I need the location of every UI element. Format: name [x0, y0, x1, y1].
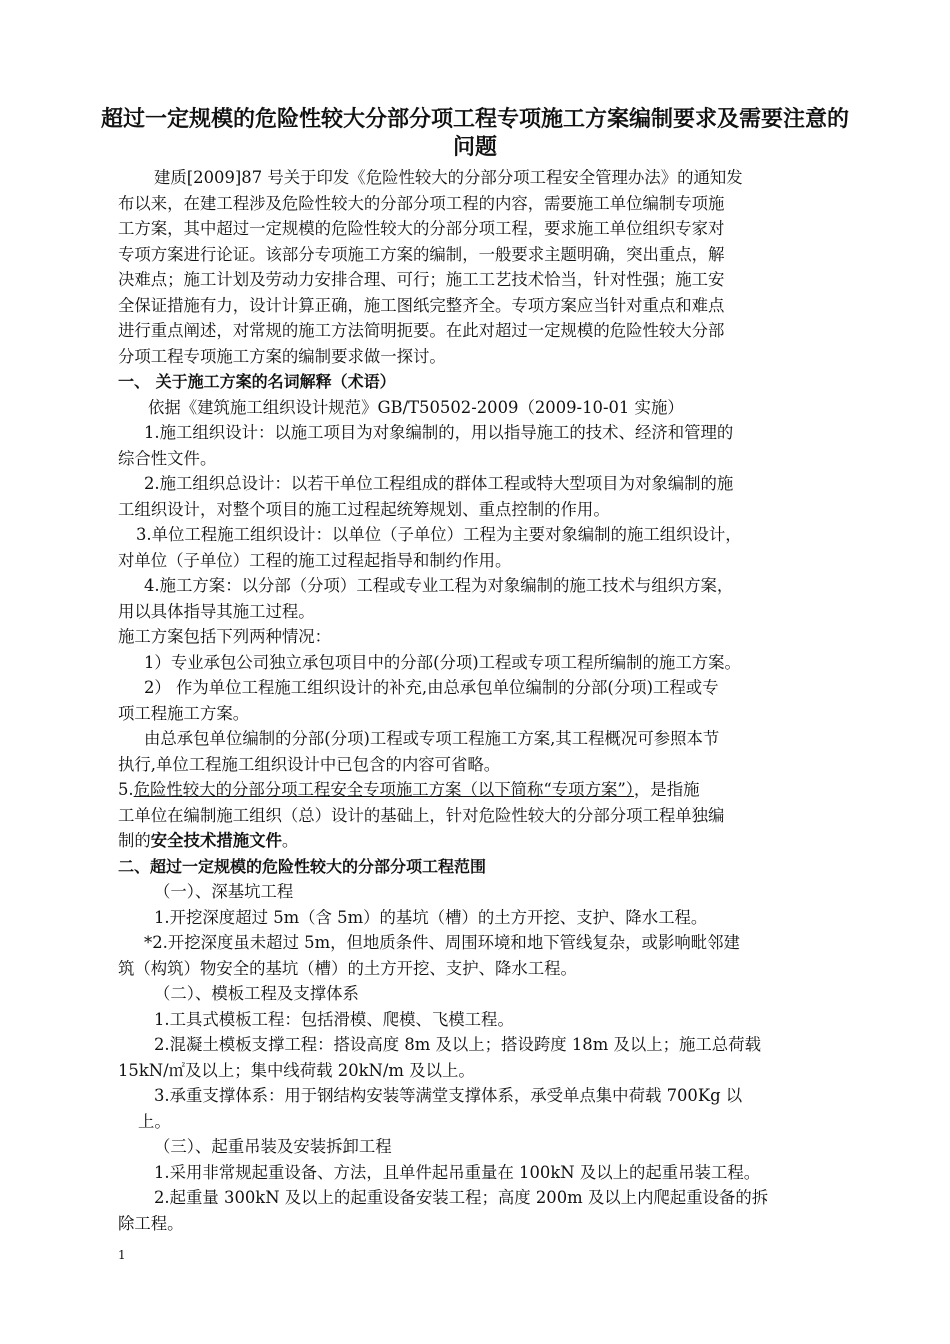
term-item-cont: 工组织设计，对整个项目的施工过程起统筹规划、重点控制的作用。 [118, 499, 610, 519]
scope-item-cont: 除工程。 [118, 1213, 184, 1233]
page-number: 1 [118, 1248, 126, 1262]
document-title: 超过一定规模的危险性较大分部分项工程专项施工方案编制要求及需要注意的问题 [100, 107, 849, 160]
item5-line3-pre: 制的 [118, 831, 151, 850]
scope-item: 1.采用非常规起重设备、方法，且单件起吊重量在 100kN 及以上的起重吊装工程。 [154, 1162, 761, 1182]
scope-item: 1.开挖深度超过 5m（含 5m）的基坑（槽）的土方开挖、支护、降水工程。 [154, 907, 708, 927]
cases-intro: 施工方案包括下列两种情况： [118, 627, 332, 646]
item5-bold-term: 安全技术措施文件 [150, 831, 282, 850]
term-item: 4.施工方案：以分部（分项）工程或专业工程为对象编制的施工技术与组织方案， [144, 576, 734, 595]
item5-number: 5. [118, 780, 134, 799]
term-item-5 [118, 777, 838, 803]
intro-line: 建质[2009]87 号关于印发《危险性较大的分部分项工程安全管理办法》的通知发 [154, 168, 743, 187]
intro-line: 工方案，其中超过一定规模的危险性较大的分部分项工程，要求施工单位组织专家对 [118, 219, 725, 238]
term-item: 3.单位工程施工组织设计：以单位（子单位）工程为主要对象编制的施工组织设计， [136, 525, 742, 544]
item5-rest: ，是指施 [633, 780, 700, 799]
note-line: 执行,单位工程施工组织设计中已包含的内容可省略。 [118, 754, 501, 774]
term-item: 2.施工组织总设计：以若干单位工程组成的群体工程或特大型项目为对象编制的施 [144, 474, 734, 493]
item5-underlined-term: 危险性较大的分部分项工程安全专项施工方案（以下简称“专项方案”） [133, 780, 634, 799]
scope-item-cont: 上。 [138, 1111, 171, 1131]
scope-item: *2.开挖深度虽未超过 5m，但地质条件、周围环境和地下管线复杂，或影响毗邻建 [144, 933, 740, 952]
scope-item-cont: 筑（构筑）物安全的基坑（槽）的土方开挖、支护、降水工程。 [118, 958, 577, 978]
case-item: 2） 作为单位工程施工组织设计的补充,由总承包单位编制的分部(分项)工程或专 [144, 678, 719, 697]
intro-line: 专项方案进行论证。该部分专项施工方案的编制，一般要求主题明确，突出重点，解 [118, 244, 725, 264]
term-item-cont: 工单位在编制施工组织（总）设计的基础上，针对危险性较大的分部分项工程单独编 [118, 805, 725, 825]
term-item-cont: 用以具体指导其施工过程。 [118, 601, 315, 621]
term-item: 1.施工组织设计：以施工项目为对象编制的，用以指导施工的技术、经济和管理的 [144, 423, 734, 442]
intro-line: 布以来，在建工程涉及危险性较大的分部分项工程的内容，需要施工单位编制专项施 [118, 193, 725, 213]
case-item-cont: 项工程施工方案。 [118, 703, 250, 723]
scope-item-cont: 15kN/㎡及以上；集中线荷载 20kN/m 及以上。 [118, 1060, 475, 1080]
document-body [118, 165, 838, 1236]
scope-item: 1.工具式模板工程：包括滑模、爬模、飞模工程。 [154, 1009, 514, 1029]
case-item: 1）专业承包公司独立承包项目中的分部(分项)工程或专项工程所编制的施工方案。 [144, 652, 741, 672]
section-heading: 二、超过一定规模的危险性较大的分部分项工程范围 [118, 856, 487, 876]
scope-item: 2.起重量 300kN 及以上的起重设备安装工程；高度 200m 及以上内爬起重设备的拆 [154, 1188, 769, 1207]
intro-line: 进行重点阐述，对常规的施工方法简明扼要。在此对超过一定规模的危险性较大分部 [118, 321, 725, 340]
item5-line3-post: 。 [281, 831, 299, 850]
scope-item: 3.承重支撑体系：用于钢结构安装等满堂支撑体系，承受单点集中荷载 700Kg 以 [154, 1086, 743, 1105]
intro-line: 全保证措施有力，设计计算正确，施工图纸完整齐全。专项方案应当针对重点和难点 [118, 295, 725, 315]
intro-line: 分项工程专项施工方案的编制要求做一探讨。 [118, 346, 446, 366]
basis-line: 依据《建筑施工组织设计规范》GB/T50502-2009（2009-10-01 实施） [148, 397, 684, 417]
term-item-cont: 对单位（子单位）工程的施工过程起指导和制约作用。 [118, 550, 512, 570]
term-item-cont [118, 828, 838, 854]
subsection-heading: （一）、深基坑工程 [154, 882, 294, 901]
note-line: 由总承包单位编制的分部(分项)工程或专项工程施工方案,其工程概况可参照本节 [144, 729, 720, 748]
subsection-heading: （二）、模板工程及支撑体系 [154, 984, 359, 1003]
intro-line: 决难点；施工计划及劳动力安排合理、可行；施工工艺技术恰当，针对性强；施工安 [118, 270, 725, 289]
section-heading: 一、 关于施工方案的名词解释（术语） [118, 372, 396, 391]
subsection-heading: （三）、起重吊装及安装拆卸工程 [154, 1137, 392, 1156]
term-item-cont: 综合性文件。 [118, 448, 217, 468]
scope-item: 2.混凝土模板支撑工程：搭设高度 8m 及以上；搭设跨度 18m 及以上；施工总荷载 [154, 1035, 761, 1054]
